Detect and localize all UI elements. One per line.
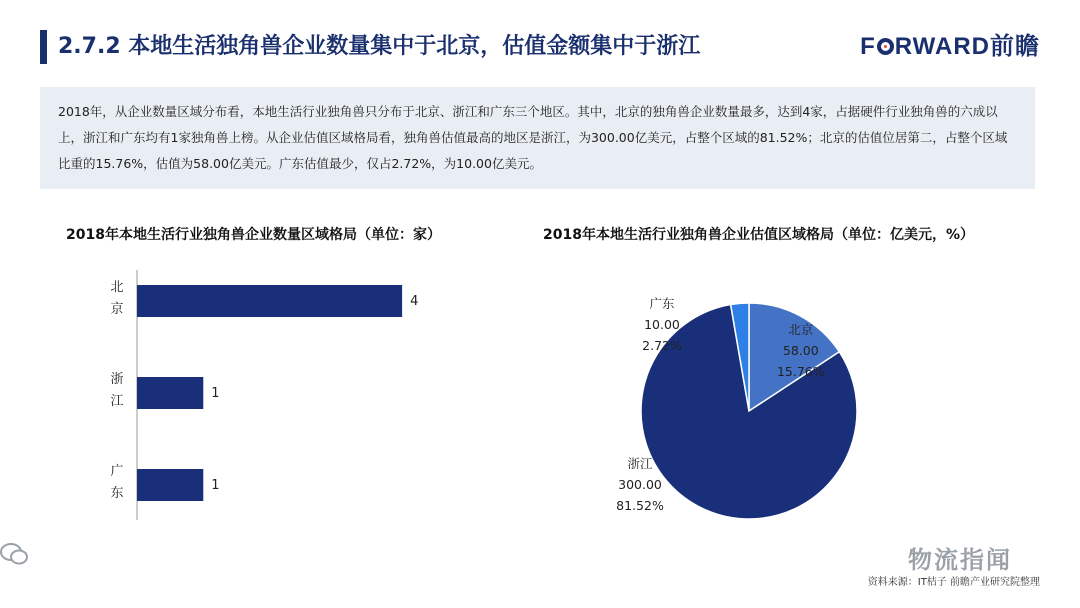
bar-value-label: 1 [211,478,220,493]
bar-value-label: 4 [410,294,419,309]
pie-label: 浙江 300.00 81.52% [616,456,664,513]
watermark-text: 物流指闻 [908,546,1012,574]
wechat-icon [0,543,28,565]
summary-text: 2018年，从企业数量区域分布看，本地生活行业独角兽只分布于北京、浙江和广东三个地区。其中，北京的独角兽企业数量最多，达到4家，占据硬件行业独角兽的六成以上，浙江和广东均有1家独角兽上榜。从企业估值区域格局看，独角兽估值最高的地区是浙江，为300.00亿美元，占整个区域的81.52%；北京的估值位居第二，占整个区域比重的15.76%，估值为58.00亿美元。广东估值最少，仅占2.72%，为10.00亿美元。 [40,87,1035,189]
pie-label: 广东 10.00 2.72% [642,296,682,353]
bar-category-label: 浙江 [110,372,124,409]
source-note: 资料来源：IT桔子 前瞻产业研究院整理 [867,577,1040,588]
bar-value-label: 1 [211,386,220,401]
brand-logo: F RWARD前瞻 [860,33,1040,60]
page-title: 2.7.2 本地生活独角兽企业数量集中于北京，估值金额集中于浙江 [58,34,701,59]
pie-chart-title: 2018年本地生活行业独角兽企业估值区域格局（单位：亿美元，%） [543,227,974,243]
pie-label: 北京 58.00 15.76% [776,322,825,380]
bar-category-label: 广东 [110,464,124,501]
bar-chart-title: 2018年本地生活行业独角兽企业数量区域格局（单位：家） [66,227,441,243]
bar-category-label: 北京 [110,280,124,317]
